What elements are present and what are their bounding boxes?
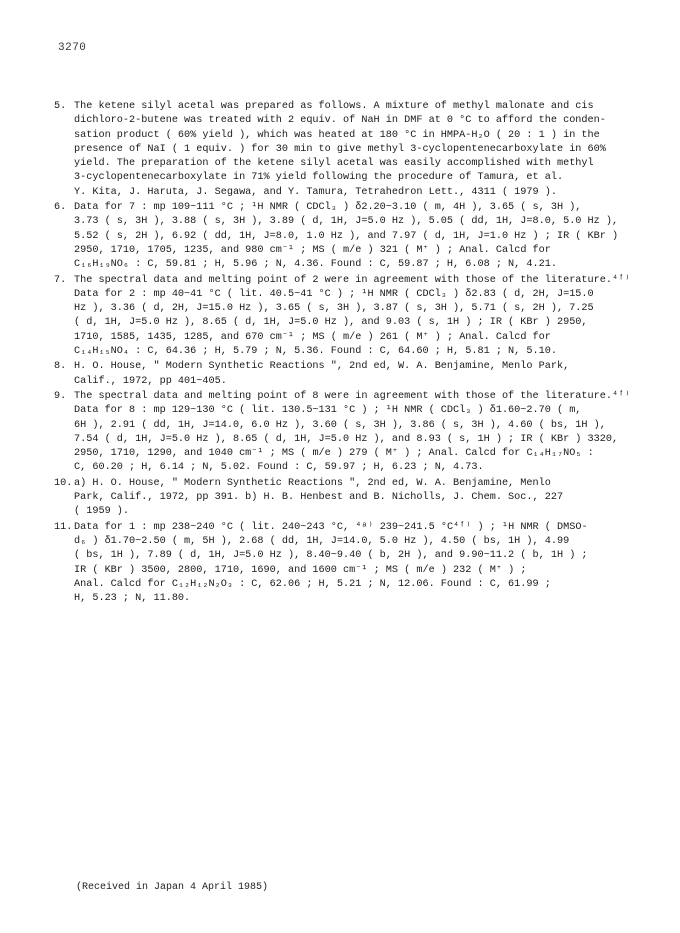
note-11 (54, 521, 644, 607)
note-line: 3-cyclopentenecarboxylate in 71% yield following the procedure of Tamura, et al. (74, 172, 564, 184)
note-line: Anal. Calcd for C₁₂H₁₂N₂O₃ : C, 62.06 ; H, 5.21 ; N, 12.06. Found : C, 61.99 ; (74, 578, 551, 590)
note-line: H. O. House, " Modern Synthetic Reactions ", 2nd ed, W. A. Benjamine, Menlo Park, (74, 361, 570, 373)
note-line: a) H. O. House, " Modern Synthetic Reactions ", 2nd ed, W. A. Benjamine, Menlo (74, 477, 551, 489)
note-line: ( 1959 ). (74, 506, 130, 518)
note-line: C, 60.20 ; H, 6.14 ; N, 5.02. Found : C, 59.97 ; H, 6.23 ; N, 4.73. (74, 462, 484, 474)
note-line: C₁₄H₁₅NO₄ : C, 64.36 ; H, 5.79 ; N, 5.36. Found : C, 64.60 ; H, 5.81 ; N, 5.10. (74, 346, 557, 358)
notes-list (54, 100, 644, 606)
note-7 (54, 274, 644, 360)
note-line: Y. Kita, J. Haruta, J. Segawa, and Y. Tamura, Tetrahedron Lett., 4311 ( 1979 ). (74, 186, 557, 198)
note-line: 7.54 ( d, 1H, J=5.0 Hz ), 8.65 ( d, 1H, J=5.0 Hz ), and 8.93 ( s, 1H ) ; IR ( KBr ) 3320, (74, 433, 619, 445)
note-line: Hz ), 3.36 ( d, 2H, J=15.0 Hz ), 3.65 ( s, 3H ), 3.87 ( s, 3H ), 5.71 ( s, 2H ), 7.25 (74, 303, 594, 315)
note-line: ( d, 1H, J=5.0 Hz ), 8.65 ( d, 1H, J=5.0 Hz ), and 9.03 ( s, 1H ) ; IR ( KBr ) 2950, (74, 317, 588, 329)
note-line: Data for 1 : mp 238~240 °C ( lit. 240~243 °C, ⁴ᵃ⁾ 239~241.5 °C⁴ᶠ⁾ ) ; ¹H NMR ( DMSO- (74, 521, 588, 533)
note-number: 10. (54, 477, 73, 489)
note-line: The spectral data and melting point of 2 were in agreement with those of the literature.⁴ᶠ⁾ (74, 274, 631, 286)
note-number: 6. (54, 202, 67, 214)
note-8 (54, 360, 644, 389)
note-10 (54, 477, 644, 520)
note-number: 11. (54, 521, 73, 533)
note-line: 2950, 1710, 1290, and 1040 cm⁻¹ ; MS ( m/e ) 279 ( M⁺ ) ; Anal. Calcd for C₁₄H₁₇NO₅ : (74, 448, 594, 460)
note-9 (54, 390, 644, 476)
note-line: 5.52 ( s, 2H ), 6.92 ( dd, 1H, J=8.0, 1.0 Hz ), and 7.97 ( d, 1H, J=1.0 Hz ) ; IR ( KBr ) (74, 230, 619, 242)
page-number: 3270 (58, 42, 87, 54)
note-line: sation product ( 60% yield ), which was heated at 180 °C in HMPA-H₂O ( 20 : 1 ) in the (74, 129, 600, 141)
note-number: 9. (54, 390, 67, 402)
note-line: H, 5.23 ; N, 11.80. (74, 593, 191, 605)
note-line: Calif., 1972, pp 401~405. (74, 375, 227, 387)
note-line: d₆ ) δ1.70~2.50 ( m, 5H ), 2.68 ( dd, 1H, J=14.0, 5.0 Hz ), 4.50 ( bs, 1H ), 4.99 (74, 535, 570, 547)
note-number: 8. (54, 361, 67, 373)
note-number: 7. (54, 274, 67, 286)
note-line: 1710, 1585, 1435, 1285, and 670 cm⁻¹ ; MS ( m/e ) 261 ( M⁺ ) ; Anal. Calcd for (74, 331, 551, 343)
note-line: Data for 7 : mp 109~111 °C ; ¹H NMR ( CDCl₃ ) δ2.20~3.10 ( m, 4H ), 3.65 ( s, 3H ), (74, 202, 582, 214)
note-line: Data for 2 : mp 40~41 °C ( lit. 40.5~41 °C ) ; ¹H NMR ( CDCl₃ ) δ2.83 ( d, 2H, J=15.0 (74, 288, 594, 300)
note-line: Data for 8 : mp 129~130 °C ( lit. 130.5~131 °C ) ; ¹H NMR ( CDCl₃ ) δ1.60~2.70 ( m, (74, 405, 582, 417)
note-line: The ketene silyl acetal was prepared as follows. A mixture of methyl malonate and cis (74, 101, 594, 112)
note-line: IR ( KBr ) 3500, 2800, 1710, 1690, and 1600 cm⁻¹ ; MS ( m/e ) 232 ( M⁺ ) ; (74, 564, 527, 576)
note-number: 5. (54, 101, 67, 112)
note-line: 6H ), 2.91 ( dd, 1H, J=14.0, 6.0 Hz ), 3.60 ( s, 3H ), 3.86 ( s, 3H ), 4.60 ( bs, 1H ), (74, 419, 606, 431)
note-line: 3.73 ( s, 3H ), 3.88 ( s, 3H ), 3.89 ( d, 1H, J=5.0 Hz ), 5.05 ( dd, 1H, J=8.0, 5.0 Hz ), (74, 216, 619, 228)
note-line: C₁₆H₁₉NO₆ : C, 59.81 ; H, 5.96 ; N, 4.36. Found : C, 59.87 ; H, 6.08 ; N, 4.21. (74, 259, 557, 271)
note-6 (54, 201, 644, 272)
note-line: The spectral data and melting point of 8 were in agreement with those of the literature.⁴ᶠ⁾ (74, 390, 631, 402)
received-date: (Received in Japan 4 April 1985) (76, 882, 269, 893)
note-line: ( bs, 1H ), 7.89 ( d, 1H, J=5.0 Hz ), 8.40~9.40 ( b, 2H ), and 9.90~11.2 ( b, 1H ) ; (74, 550, 588, 562)
note-line: presence of NaI ( 1 equiv. ) for 30 min to give methyl 3-cyclopentenecarboxylate in 60% (74, 143, 606, 155)
note-line: Park, Calif., 1972, pp 391. b) H. B. Henbest and B. Nicholls, J. Chem. Soc., 227 (74, 492, 564, 504)
note-5 (54, 100, 644, 200)
note-line: 2950, 1710, 1705, 1235, and 980 cm⁻¹ ; MS ( m/e ) 321 ( M⁺ ) ; Anal. Calcd for (74, 244, 551, 256)
note-line: dichloro-2-butene was treated with 2 equiv. of NaH in DMF at 0 °C to afford the conden- (74, 115, 606, 127)
note-line: yield. The preparation of the ketene silyl acetal was easily accomplished with methyl (74, 158, 594, 170)
